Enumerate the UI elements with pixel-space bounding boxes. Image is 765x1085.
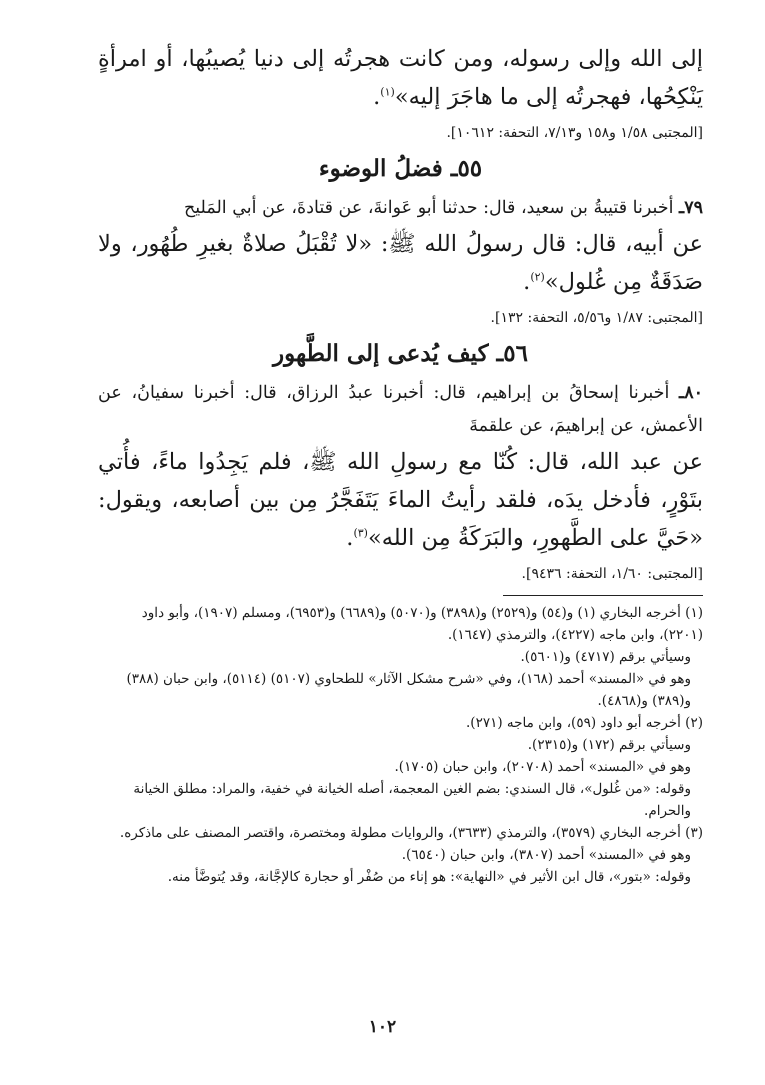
footnote-1-line: وهو في «المسند» أحمد (١٦٨)، وفي «شرح مشكل الآثار» للطحاوي (٥١٠٧) (٥١١٤)، وابن حبان (٣٨٨) و(٣٨٩) و(٤٨٦٨). bbox=[126, 671, 691, 709]
footnote-1-line: وسيأتي برقم (٤٧١٧) و(٥٦٠١). bbox=[520, 649, 691, 665]
hadith-79-isnad: ٧٩ـ أخبرنا قتيبةُ بن سعيد، قال: حدثنا أبو عَوانةَ، عن قتادةَ، عن أبي المَليح bbox=[183, 198, 703, 218]
hadith-80-isnad: ٨٠ـ أخبرنا إسحاقُ بن إبراهيم، قال: أخبرنا عبدُ الرزاق، قال: أخبرنا سفيانُ، عن الأعمش، عن إبراهيمَ، عن علقمةَ bbox=[98, 383, 703, 436]
footnote-2: (٢) أخرجه أبو داود (٥٩)، وابن ماجه (٢٧١). bbox=[466, 715, 703, 731]
hadith-79-text: عن أبيه، قال: قال رسولُ الله ﷺ: «لا تُقْبَلُ صلاةٌ بغيرِ طُهُور، ولا صَدَقَةٌ مِن غُلول»$^{(٢)}$. bbox=[98, 231, 703, 295]
footnote-3-line: وقوله: «بتور»، قال ابن الأثير في «النهاية»: هو إناء من صُفْر أو حجارة كالإجَّانة، وقد يُتوضَّأ منه. bbox=[167, 869, 691, 885]
footnote-marker-1[interactable]: (١) bbox=[380, 85, 395, 99]
hadith-79-reference: [المجتبى: ١/٨٧ و٥/٥٦، التحفة: ١٣٢]. bbox=[490, 310, 703, 326]
page-number: ١٠٢ bbox=[368, 1017, 397, 1037]
footnote-3-line: وهو في «المسند» أحمد (٣٨٠٧)، وابن حبان (٦٥٤٠). bbox=[401, 847, 691, 863]
footnote-separator bbox=[503, 595, 703, 596]
footnote-2-line: وهو في «المسند» أحمد (٢٠٧٠٨)، وابن حبان (١٧٠٥). bbox=[394, 759, 691, 775]
hadith-78-ending: إلى الله وإلى رسوله، ومن كانت هجرتُه إلى دنيا يُصيبُها، أو امرأةٍ يَنْكِحُها، فهجرتُه إلى ما هاجَرَ إليه»$^{(١)}$. bbox=[98, 46, 703, 110]
hadith-79-number: ٧٩ـ bbox=[679, 198, 703, 218]
hadith-80-text: عن عبد الله، قال: كُنّا مع رسولِ الله ﷺ، فلم يَجِدُوا ماءً، فأُتي بتَوْرٍ، فأدخل يدَه، فلقد رأيتُ الماءَ يَتَفَجَّرُ مِن بين أصابعه، ويقول: «حَيَّ على الطَّهورِ، والبَرَكَةُ مِن الله»$^{(٣)}$. bbox=[98, 449, 703, 551]
footnote-1: (١) أخرجه البخاري (١) و(٥٤) و(٢٥٢٩) و(٣٨٩٨) و(٥٠٧٠) و(٦٦٨٩) و(٦٩٥٣)، ومسلم (١٩٠٧)، وأبو داود (٢٢٠١)، وابن ماجه (٤٢٢٧)، والترمذي (١٦٤٧). bbox=[141, 605, 703, 643]
hadith-80-reference: [المجتبى: ١/٦٠، التحفة: ٩٤٣٦]. bbox=[521, 566, 703, 582]
hadith-80-number: ٨٠ـ bbox=[679, 383, 703, 403]
hadith-78-reference: [المجتبى ١/٥٨ و١٥٨ و٧/١٣، التحفة: ١٠٦١٢]. bbox=[446, 125, 703, 141]
footnote-2-line: وقوله: «من غُلول»، قال السندي: بضم الغين المعجمة، أصله الخيانة في خفية، والمراد: مطلق الخيانة والحرام. bbox=[133, 781, 691, 819]
footnotes bbox=[98, 602, 703, 888]
chapter-55-title: ٥٥ـ فضلُ الوضوء bbox=[318, 155, 483, 182]
chapter-56-title: ٥٦ـ كيف يُدعى إلى الطَّهور bbox=[273, 340, 528, 367]
footnote-2-line: وسيأتي برقم (١٧٢) و(٢٣١٥). bbox=[527, 737, 691, 753]
footnote-marker-3[interactable]: (٣) bbox=[353, 526, 368, 540]
footnote-3: (٣) أخرجه البخاري (٣٥٧٩)، والترمذي (٣٦٣٣)، والروايات مطولة ومختصرة، واقتصر المصنف على ماذكره. bbox=[119, 825, 703, 841]
footnote-marker-2[interactable]: (٢) bbox=[530, 270, 545, 284]
